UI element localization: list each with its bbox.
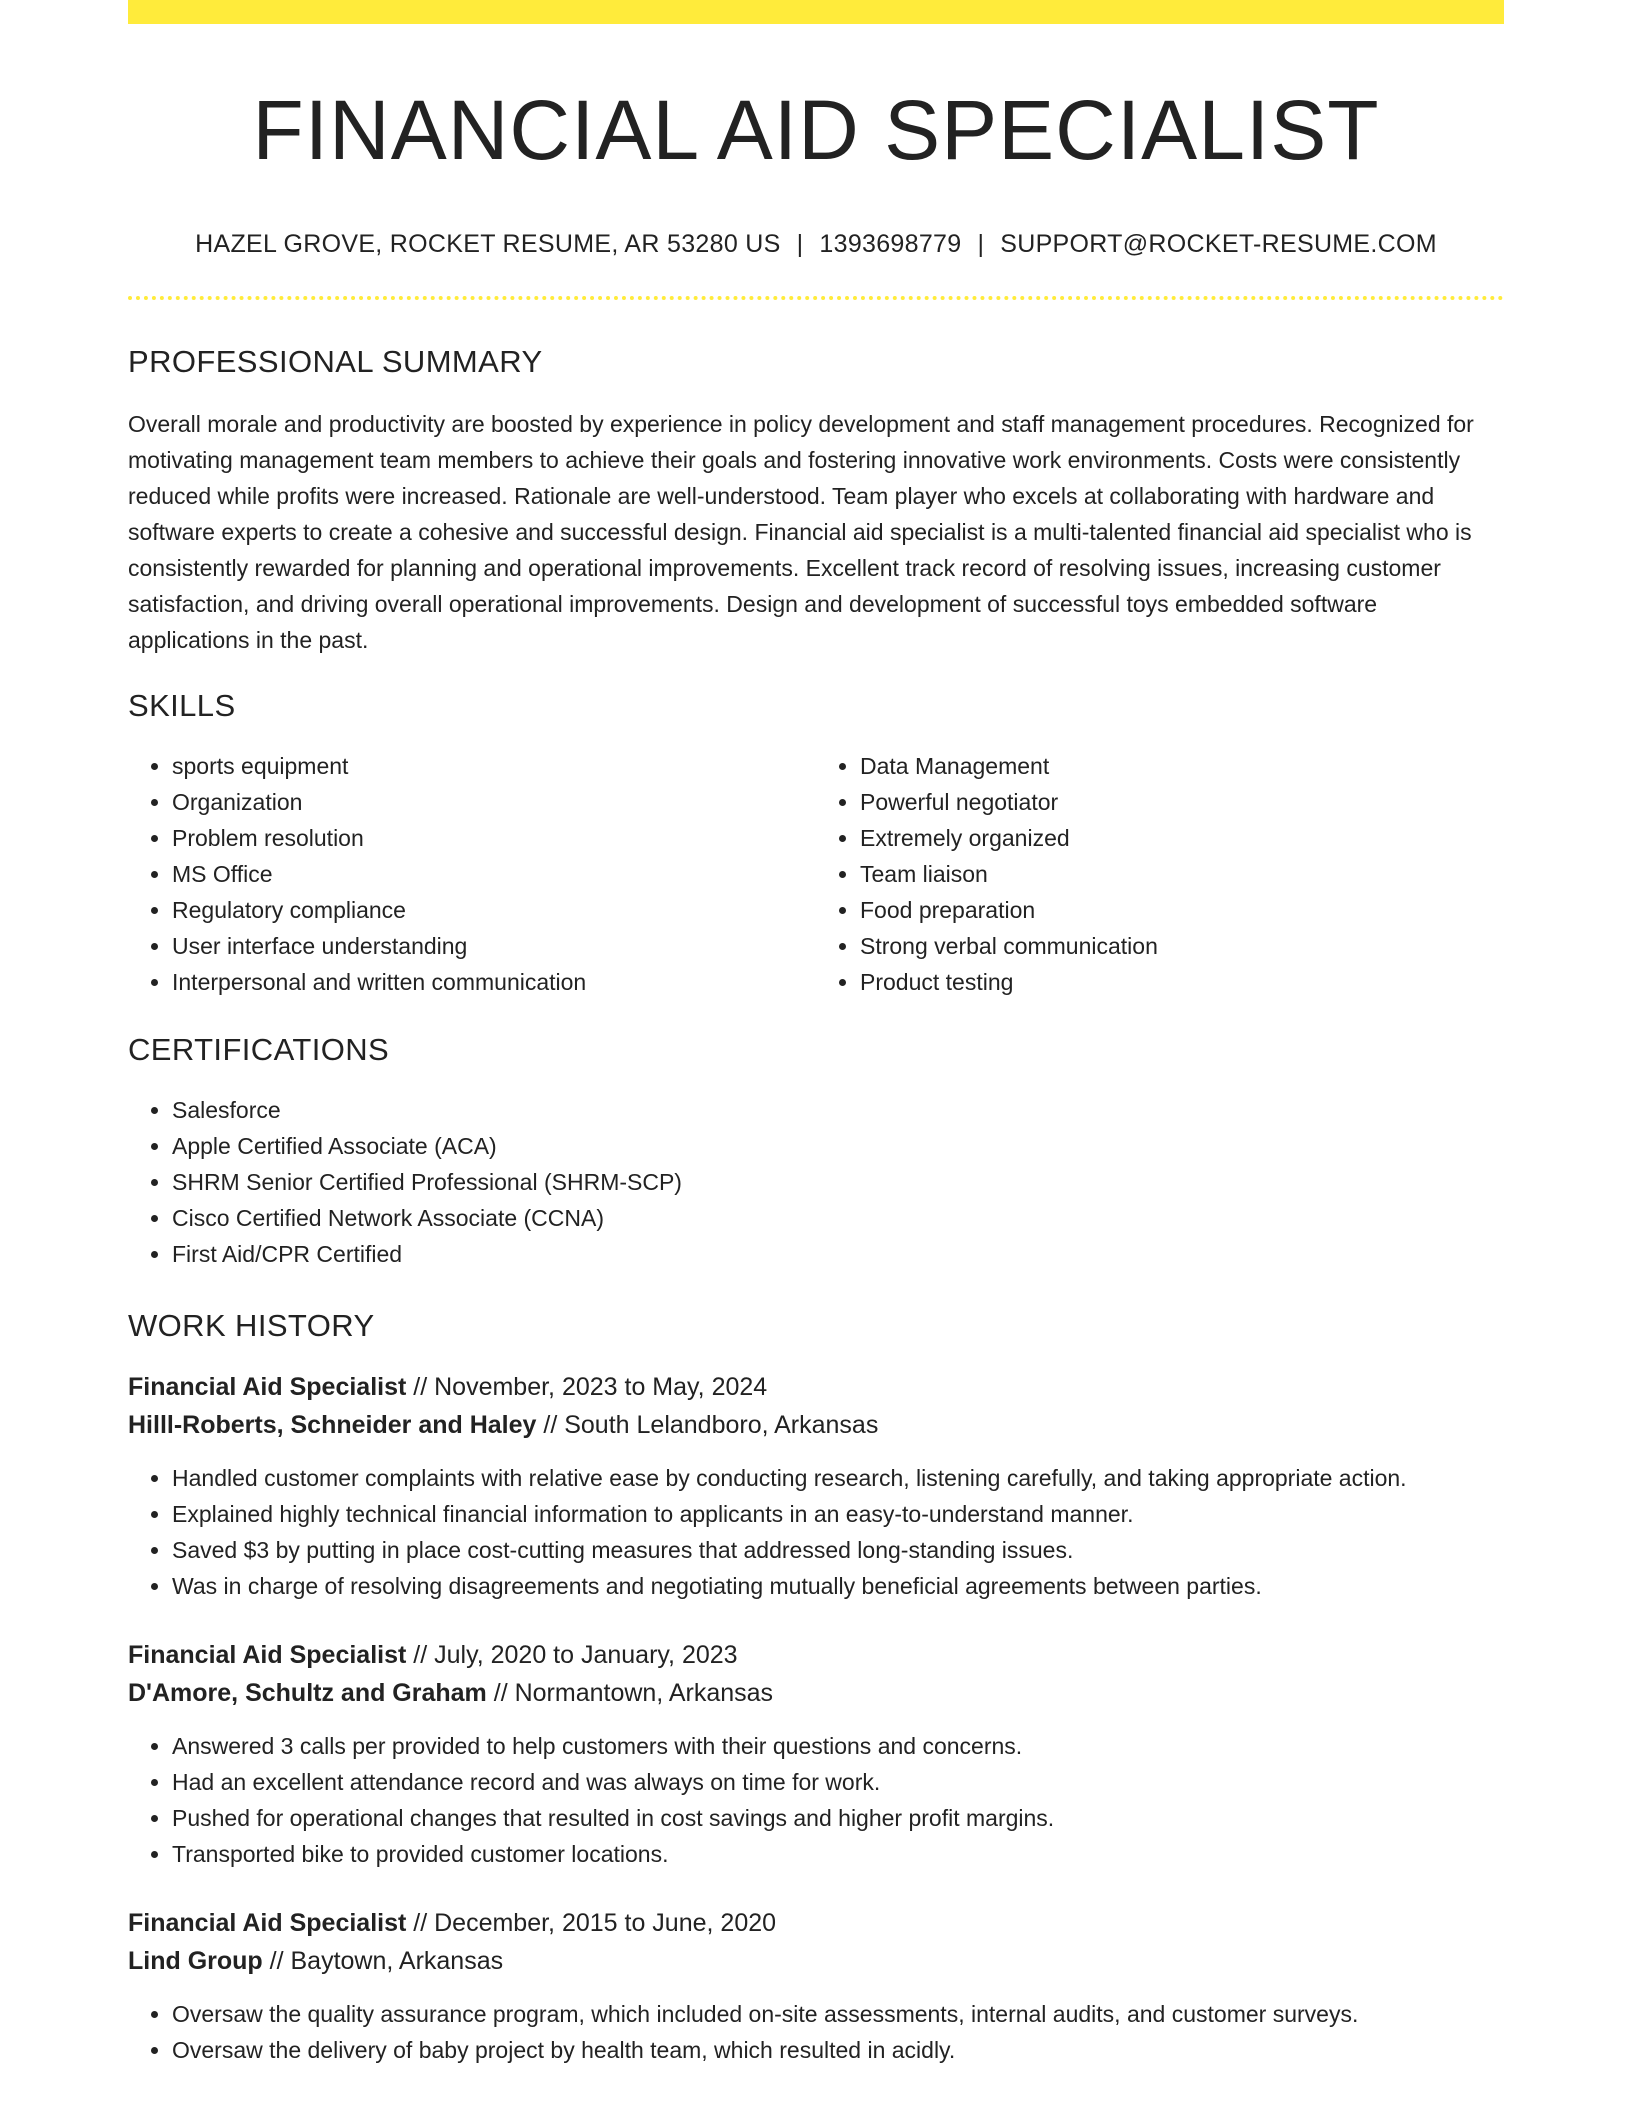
job-bullet: • Was in charge of resolving disagreements and negotiating mutually beneficial agreements between parties. — [172, 1568, 1504, 1604]
job-bullet-list — [128, 1996, 1504, 2068]
job-bullet: • Handled customer complaints with relative ease by conducting research, listening carefully, and taking appropriate action. — [172, 1460, 1504, 1496]
certification-item: • First Aid/CPR Certified — [172, 1236, 1504, 1272]
job-dates: // December, 2015 to June, 2020 — [413, 1909, 777, 1937]
contact-line — [128, 228, 1504, 260]
job-dates: // July, 2020 to January, 2023 — [413, 1641, 738, 1669]
skill-item: • Organization — [172, 784, 816, 820]
job-role: Financial Aid Specialist — [128, 1909, 407, 1937]
job-role-line — [128, 1904, 1504, 1942]
skill-item: • Food preparation — [860, 892, 1504, 928]
job-bullet: • Oversaw the quality assurance program, which included on-site assessments, internal audits, and customer surveys. — [172, 1996, 1504, 2032]
skill-item: • Team liaison — [860, 856, 1504, 892]
job-company: Hilll-Roberts, Schneider and Haley — [128, 1411, 537, 1439]
job-bullet-list — [128, 1460, 1504, 1604]
skill-item: • MS Office — [172, 856, 816, 892]
certifications-heading: CERTIFICATIONS — [128, 1032, 390, 1067]
job-location: // Normantown, Arkansas — [493, 1679, 774, 1707]
job-role: Financial Aid Specialist — [128, 1373, 407, 1401]
contact-separator: | — [796, 230, 804, 258]
contact-phone: 1393698779 — [819, 230, 962, 258]
job-bullet: • Explained highly technical financial information to applicants in an easy-to-understand manner. — [172, 1496, 1504, 1532]
job-company-line — [128, 1674, 1504, 1712]
certification-item: • Apple Certified Associate (ACA) — [172, 1128, 1504, 1164]
skill-item: • Strong verbal communication — [860, 928, 1504, 964]
job-bullet: • Answered 3 calls per provided to help customers with their questions and concerns. — [172, 1728, 1504, 1764]
contact-separator: | — [977, 230, 985, 258]
skill-item: • Data Management — [860, 748, 1504, 784]
contact-address: HAZEL GROVE, ROCKET RESUME, AR 53280 US — [195, 230, 781, 258]
job-entry — [128, 1636, 1504, 1872]
contact-email: SUPPORT@ROCKET-RESUME.COM — [1000, 230, 1437, 258]
job-role-line — [128, 1368, 1504, 1406]
job-dates: // November, 2023 to May, 2024 — [413, 1373, 768, 1401]
certifications-list — [128, 1092, 1504, 1272]
job-company-line — [128, 1942, 1504, 1980]
skill-item: • Regulatory compliance — [172, 892, 816, 928]
summary-heading: PROFESSIONAL SUMMARY — [128, 344, 543, 379]
job-role: Financial Aid Specialist — [128, 1641, 407, 1669]
job-bullet: • Had an excellent attendance record and was always on time for work. — [172, 1764, 1504, 1800]
skill-item: • Powerful negotiator — [860, 784, 1504, 820]
skills-right-list — [816, 748, 1504, 1000]
skill-item: • User interface understanding — [172, 928, 816, 964]
job-company: Lind Group — [128, 1947, 263, 1975]
skill-item: • Product testing — [860, 964, 1504, 1000]
skills-left-list — [128, 748, 816, 1000]
certification-item: • Cisco Certified Network Associate (CCNA) — [172, 1200, 1504, 1236]
job-bullet: • Transported bike to provided customer locations. — [172, 1836, 1504, 1872]
job-bullet: • Saved $3 by putting in place cost-cutting measures that addressed long-standing issues. — [172, 1532, 1504, 1568]
job-bullet: • Oversaw the delivery of baby project by health team, which resulted in acidly. — [172, 2032, 1504, 2068]
dotted-divider — [128, 296, 1504, 300]
skill-item: • Extremely organized — [860, 820, 1504, 856]
job-entry — [128, 1904, 1504, 2068]
skill-item: • sports equipment — [172, 748, 816, 784]
skills-columns — [128, 748, 1504, 1000]
job-location: // Baytown, Arkansas — [269, 1947, 504, 1975]
job-bullet: • Pushed for operational changes that resulted in cost savings and higher profit margins. — [172, 1800, 1504, 1836]
resume-name: FINANCIAL AID SPECIALIST — [252, 83, 1380, 177]
skill-item: • Problem resolution — [172, 820, 816, 856]
job-entry — [128, 1368, 1504, 1604]
job-company: D'Amore, Schultz and Graham — [128, 1679, 487, 1707]
skill-item: • Interpersonal and written communication — [172, 964, 816, 1000]
certification-item: • SHRM Senior Certified Professional (SHRM-SCP) — [172, 1164, 1504, 1200]
job-location: // South Lelandboro, Arkansas — [543, 1411, 879, 1439]
skills-heading: SKILLS — [128, 688, 236, 723]
summary-text: Overall morale and productivity are boosted by experience in policy development and staff management procedures. Recognized for motivating management team members to achieve their goals and fostering innovative work environments. Costs were consistently reduced while profits were increased. Rationale are well-understood. Team player who excels at collaborating with hardware and software experts to create a cohesive and successful design. Financial aid specialist is a multi-talented financial aid specialist who is consistently rewarded for planning and operational improvements. Excellent track record of resolving issues, increasing customer satisfaction, and driving overall operational improvements. Design and development of successful toys embedded software applications in the past. — [128, 411, 1474, 653]
work-history-heading: WORK HISTORY — [128, 1308, 375, 1343]
job-company-line — [128, 1406, 1504, 1444]
job-bullet-list — [128, 1728, 1504, 1872]
job-role-line — [128, 1636, 1504, 1674]
resume-content — [128, 0, 1504, 2068]
certification-item: • Salesforce — [172, 1092, 1504, 1128]
